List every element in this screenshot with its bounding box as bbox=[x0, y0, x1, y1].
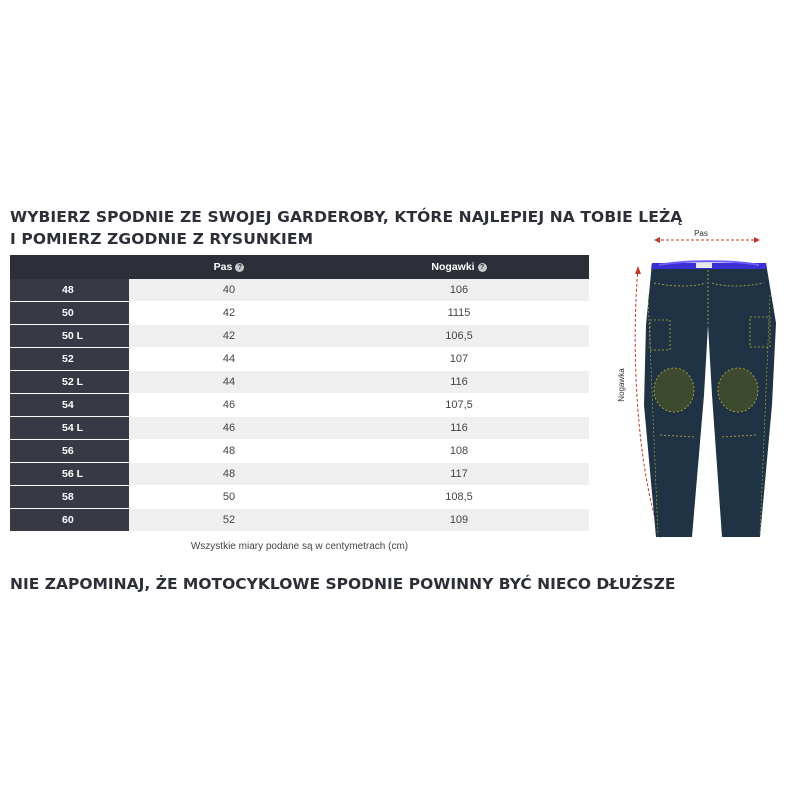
waist-cell: 44 bbox=[129, 348, 329, 371]
waist-cell: 48 bbox=[129, 440, 329, 463]
leg-cell: 108 bbox=[329, 440, 589, 463]
size-cell: 58 bbox=[10, 486, 129, 509]
waist-cell: 42 bbox=[129, 325, 329, 348]
heading-line-1: WYBIERZ SPODNIE ZE SWOJEJ GARDEROBY, KTÓRE NAJLEPIEJ NA TOBIE LEŻĄ bbox=[10, 208, 683, 226]
leg-cell: 108,5 bbox=[329, 486, 589, 509]
waist-cell: 46 bbox=[129, 394, 329, 417]
size-cell: 50 bbox=[10, 302, 129, 325]
size-table bbox=[10, 255, 589, 532]
table-row bbox=[10, 440, 589, 463]
header-leg-label: Nogawki bbox=[431, 261, 475, 273]
table-row bbox=[10, 325, 589, 348]
size-cell: 52 L bbox=[10, 371, 129, 394]
header-waist-label: Pas bbox=[213, 261, 233, 273]
units-note: Wszystkie miary podane są w centymetrach (cm) bbox=[190, 541, 409, 552]
size-cell: 56 bbox=[10, 440, 129, 463]
size-cell: 54 L bbox=[10, 417, 129, 440]
leg-cell: 117 bbox=[329, 463, 589, 486]
leg-cell: 107 bbox=[329, 348, 589, 371]
leg-cell: 106,5 bbox=[329, 325, 589, 348]
leg-cell: 109 bbox=[329, 509, 589, 532]
table-row bbox=[10, 371, 589, 394]
help-icon[interactable]: ? bbox=[235, 263, 244, 272]
table-row bbox=[10, 348, 589, 371]
waist-cell: 48 bbox=[129, 463, 329, 486]
table-header-row bbox=[10, 255, 589, 279]
leg-cell: 116 bbox=[329, 417, 589, 440]
page-heading bbox=[10, 206, 683, 250]
leg-cell: 1115 bbox=[329, 302, 589, 325]
waist-cell: 40 bbox=[129, 279, 329, 302]
size-cell: 56 L bbox=[10, 463, 129, 486]
size-cell: 60 bbox=[10, 509, 129, 532]
table-row bbox=[10, 417, 589, 440]
table-row bbox=[10, 394, 589, 417]
leg-cell: 106 bbox=[329, 279, 589, 302]
help-icon[interactable]: ? bbox=[478, 263, 487, 272]
pants-illustration bbox=[644, 261, 776, 537]
table-row bbox=[10, 279, 589, 302]
table-row bbox=[10, 486, 589, 509]
waist-cell: 50 bbox=[129, 486, 329, 509]
waist-cell: 52 bbox=[129, 509, 329, 532]
leg-cell: 116 bbox=[329, 371, 589, 394]
footer-heading: NIE ZAPOMINAJ, ŻE MOTOCYKLOWE SPODNIE POWINNY BYĆ NIECO DŁUŻSZE bbox=[10, 575, 676, 593]
pants-measurement-diagram bbox=[604, 225, 794, 545]
heading-line-2: I POMIERZ ZGODNIE Z RYSUNKIEM bbox=[10, 230, 314, 248]
waist-cell: 42 bbox=[129, 302, 329, 325]
waist-label: Pas bbox=[694, 229, 708, 238]
waist-cell: 44 bbox=[129, 371, 329, 394]
size-cell: 50 L bbox=[10, 325, 129, 348]
waist-cell: 46 bbox=[129, 417, 329, 440]
leg-label: Nogawka bbox=[617, 368, 626, 402]
table-row bbox=[10, 509, 589, 532]
table-row bbox=[10, 463, 589, 486]
header-leg bbox=[329, 255, 589, 279]
size-cell: 54 bbox=[10, 394, 129, 417]
size-cell: 48 bbox=[10, 279, 129, 302]
table-row bbox=[10, 302, 589, 325]
leg-cell: 107,5 bbox=[329, 394, 589, 417]
size-cell: 52 bbox=[10, 348, 129, 371]
header-size bbox=[10, 255, 129, 279]
header-waist bbox=[129, 255, 329, 279]
